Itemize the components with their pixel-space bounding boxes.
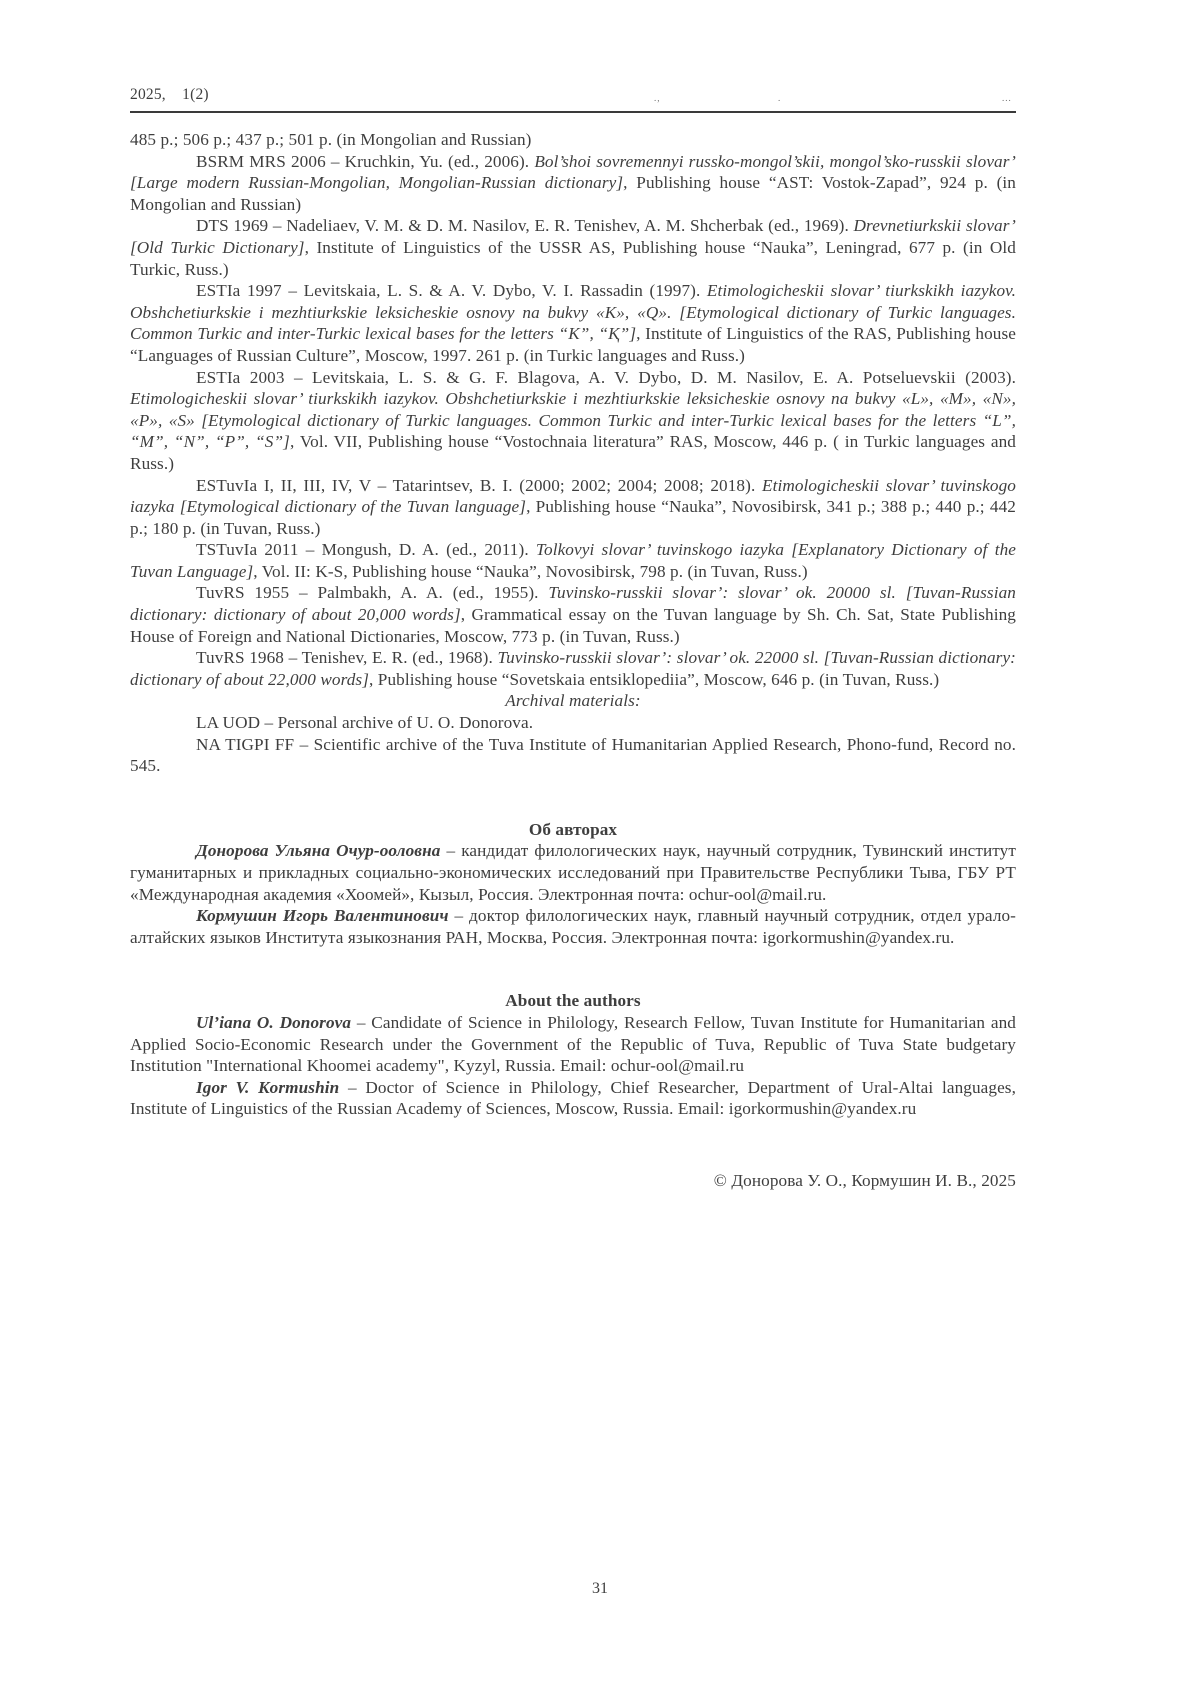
reference-label: ESTuvIa I, II, III, IV, V – Tatarintsev, B. I. (2000; 2002; 2004; 2008; 2018). [196,475,762,495]
archival-materials-heading: Archival materials: [505,691,641,711]
reference-text: 485 p.; 506 p.; 437 p.; 501 p. (in Mongolian and Russian) [130,130,532,149]
archival-item-text: NA TIGPI FF – Scientific archive of the Tuva Institute of Humanitarian Applied Research, Phono-fund, Record no. 545. [130,734,1016,776]
author-bio-text: – Candidate of Science in Philology, Research Fellow, Tuvan Institute for Humanitarian and Applied Socio-Economic Research under the Government of the Republic of Tuva, Republic of Tuva State budgetary Institution "International Khoomei academy", Kyzyl, Russia. Email: ochur-ool@mail.ru [130,1012,1016,1076]
reference-label: TuvRS 1968 – Tenishev, E. R. (ed., 1968). [196,648,498,668]
page-number: 31 [592,1580,608,1597]
reference-title: Drevnetiurkskii slovar’ [Old Turkic Dictionary] [130,216,1016,257]
reference-title: Etimologicheskii slovar’ tiurkskikh iazykov. Obshchetiurkskie i mezhtiurkskie leksicheskie osnovy na bukvy «К», «Q». [Etymological dictionary of Turkic languages. Common Turkic and inter-Turkic lexical bases for the letters “K”, “Қ”] [130,281,1016,344]
reference-label: TSTuvIa 2011 – Mongush, D. A. (ed., 2011). [196,540,536,560]
about-authors-ru-heading: Об авторах [528,819,618,839]
author-bio-text: – кандидат филологических наук, научный сотрудник, Тувинский институт гуманитарных и прикладных социально-экономических исследований при Правительстве Республики Тыва, ГБУ РТ «Международная академия «Хоомей», Кызыл, Россия. Электронная почта: ochur-ool@mail.ru. [130,841,1016,904]
author-bio-text: – доктор филологических наук, главный научный сотрудник, отдел урало-алтайских языков Института языкознания РАН, Москва, Россия. Электронная почта: igorkormushin@yandex.ru. [130,906,1017,947]
reference-publication: , Publishing house “AST: Vostok-Zapad”, 924 p. (in Mongolian and Russian) [130,173,1016,214]
reference-tstuvia-2011 [130,539,1016,582]
reference-bsrm-mrs-2006 [130,151,1016,216]
reference-tuvrs-1968 [130,647,1016,690]
reference-publication: , Publishing house “Nauka”, Novosibirsk, 341 p.; 388 p.; 440 p.; 442 p.; 180 p. (in Tuvan, Russ.) [130,497,1016,538]
page-content [130,113,1016,1192]
author-name: Igor V. Kormushin [196,1077,340,1097]
reference-label: DTS 1969 – Nadeliaev, V. M. & D. M. Nasilov, E. R. Tenishev, A. M. Shcherbak (ed., 1969). [196,216,854,236]
header-running-mark-3: ... [1002,93,1012,103]
reference-estia-2003 [130,367,1016,475]
copyright-line: © Донорова У. О., Кормушин И. В., 2025 [713,1170,1016,1190]
author-name: Донорова Ульяна Очур-ооловна [196,841,441,861]
author-bio-ru-kormushin [130,905,1016,948]
journal-issue-label: 2025, 1(2) [130,86,209,103]
author-bio-en-kormushin [130,1077,1016,1120]
reference-publication: , Publishing house “Sovetskaia entsiklopediia”, Moscow, 646 p. (in Tuvan, Russ.) [369,669,940,689]
reference-publication: , Institute of Linguistics of the RAS, Publishing house “Languages of Russian Culture”, Moscow, 1997. 261 p. (in Turkic languages and Russ.) [130,324,1016,365]
author-name: Ul’iana O. Donorova [196,1012,352,1032]
reference-title: Tuvinsko-russkii slovar’: slovar’ ok. 22000 sl. [Tuvan-Russian dictionary: dictionary of about 22,000 words] [130,648,1016,689]
reference-title: Bol’shoi sovremennyi russko-mongol’skii, mongol’sko-russkii slovar’ [Large modern Russian-Mongolian, Mongolian-Russian dictionary] [130,151,1016,193]
reference-label: ESTIa 2003 – Levitskaia, L. S. & G. F. Blagova, A. V. Dybo, D. M. Nasilov, E. A. Potseluevskii (2003). [196,367,1016,387]
archival-item-na-tigpi [130,734,1016,777]
reference-estia-1997 [130,280,1016,366]
reference-continuation [130,129,1016,151]
author-bio-en-donorova [130,1012,1016,1077]
header-running-mark-2: . [778,93,782,103]
reference-title: Etimologicheskii slovar’ tiurkskikh iazykov. Obshchetiurkskie i mezhtiurkskie leksicheskie osnovy na bukvy «L», «M», «N», «P», «S» [Etymological dictionary of Turkic languages. Common Turkic and inter-Turkic lexical bases for the letters “L”, “M”, “N”, “P”, “S”] [130,389,1016,452]
about-authors-en-heading: About the authors [505,991,641,1011]
reference-publication: , Institute of Linguistics of the USSR AS, Publishing house “Nauka”, Leningrad, 677 p. (in Old Turkic, Russ.) [130,237,1016,279]
reference-estuvia [130,475,1016,540]
reference-publication: , Vol. VII, Publishing house “Vostochnaia literatura” RAS, Moscow, 446 p. ( in Turkic languages and Russ.) [130,432,1016,473]
header-running-mark-1: ., [654,93,661,103]
reference-publication: , Grammatical essay on the Tuvan language by Sh. Ch. Sat, State Publishing House of Foreign and National Dictionaries, Moscow, 773 p. (in Tuvan, Russ.) [130,605,1016,646]
reference-title: Etimologicheskii slovar’ tuvinskogo iazyka [Etymological dictionary of the Tuvan language] [130,475,1017,517]
archival-item-text: LA UOD – Personal archive of U. O. Donorova. [196,713,534,733]
author-bio-text: – Doctor of Science in Philology, Chief Researcher, Department of Ural-Altai languages, Institute of Linguistics of the Russian Academy of Sciences, Moscow, Russia. Email: igorkormushin@yandex.ru [130,1077,1016,1119]
reference-label: TuvRS 1955 – Palmbakh, A. A. (ed., 1955). [196,583,549,603]
author-bio-ru-donorova [130,840,1016,905]
reference-label: ESTIa 1997 – Levitskaia, L. S. & A. V. Dybo, V. I. Rassadin (1997). [196,281,707,301]
reference-title: Tuvinsko-russkii slovar’: slovar’ ok. 20000 sl. [Tuvan-Russian dictionary: dictionary of about 20,000 words] [130,583,1016,625]
reference-dts-1969 [130,215,1016,280]
archival-item-la-uod [130,712,1016,734]
reference-tuvrs-1955 [130,582,1016,647]
reference-publication: , Vol. II: K-S, Publishing house “Nauka”, Novosibirsk, 798 p. (in Tuvan, Russ.) [253,561,808,581]
reference-label: BSRM MRS 2006 – Kruchkin, Yu. (ed., 2006). [196,151,535,171]
author-name: Кормушин Игорь Валентинович [196,906,449,926]
reference-title: Tolkovyi slovar’ tuvinskogo iazyka [Explanatory Dictionary of the Tuvan Language] [130,540,1017,581]
page-header [130,0,1016,113]
